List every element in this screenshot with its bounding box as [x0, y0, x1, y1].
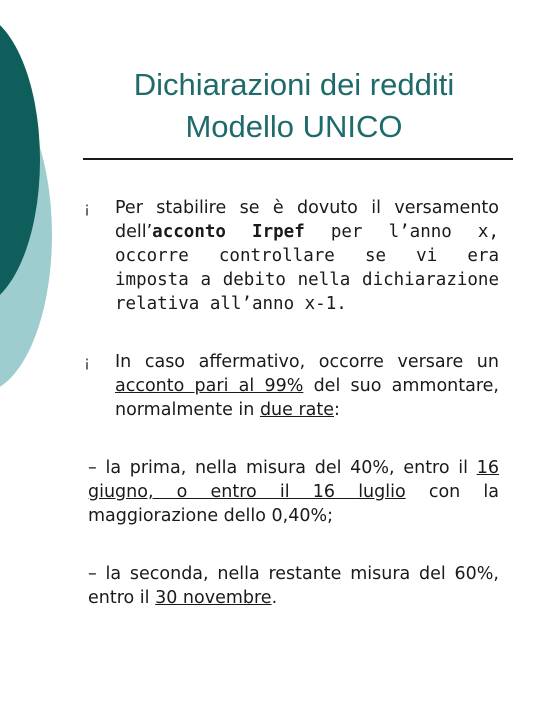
title-line-1: Dichiarazioni dei redditi [133, 67, 455, 102]
bullet-2-text-b: del suo ammontare, normalmente in [115, 376, 499, 420]
title-line-2: Modello UNICO [185, 109, 403, 144]
dash-1-underlined: 16 giugno, o entro il 16 luglio [88, 458, 499, 502]
bullet-circle-icon: ¡ [84, 353, 91, 371]
dash-1-text-a: – la prima, nella misura del 40%, entro il [88, 458, 477, 478]
bullet-item-1 [84, 196, 499, 316]
bullet-2-underlined-b: due rate [259, 400, 335, 420]
bullet-item-2 [84, 350, 499, 422]
title-divider [83, 158, 513, 160]
dash-2-text-a: – la seconda, nella restante misura del 60%, entro il [88, 564, 499, 608]
bullet-circle-icon: ¡ [84, 199, 91, 217]
bullet-2-text-c: : [334, 400, 340, 420]
dash-2-text-b: . [271, 588, 278, 608]
bullet-1-bold: acconto Irpef [152, 222, 305, 242]
bullet-1-text-a: Per stabilire se è dovuto il versamento dell’ [115, 198, 499, 242]
bullet-text-1 [115, 196, 499, 316]
bullet-2-text-a: In caso affermativo, occorre versare un [115, 352, 499, 372]
bullet-text-2 [115, 350, 499, 422]
dash-item-1 [88, 456, 499, 528]
decorative-side-shapes [0, 0, 60, 400]
slide-title [70, 64, 518, 148]
dash-2-underlined: 30 novembre [155, 588, 272, 608]
bullet-2-underlined-a: acconto pari al 99% [115, 376, 304, 396]
bullet-1-text-b: per l’anno x, occorre controllare se vi era imposta a debito nella dichiarazione relativa all’anno x-1. [115, 222, 499, 314]
dash-1-text-b: con la maggiorazione dello 0,40%; [88, 482, 499, 526]
dash-item-2 [88, 562, 499, 610]
